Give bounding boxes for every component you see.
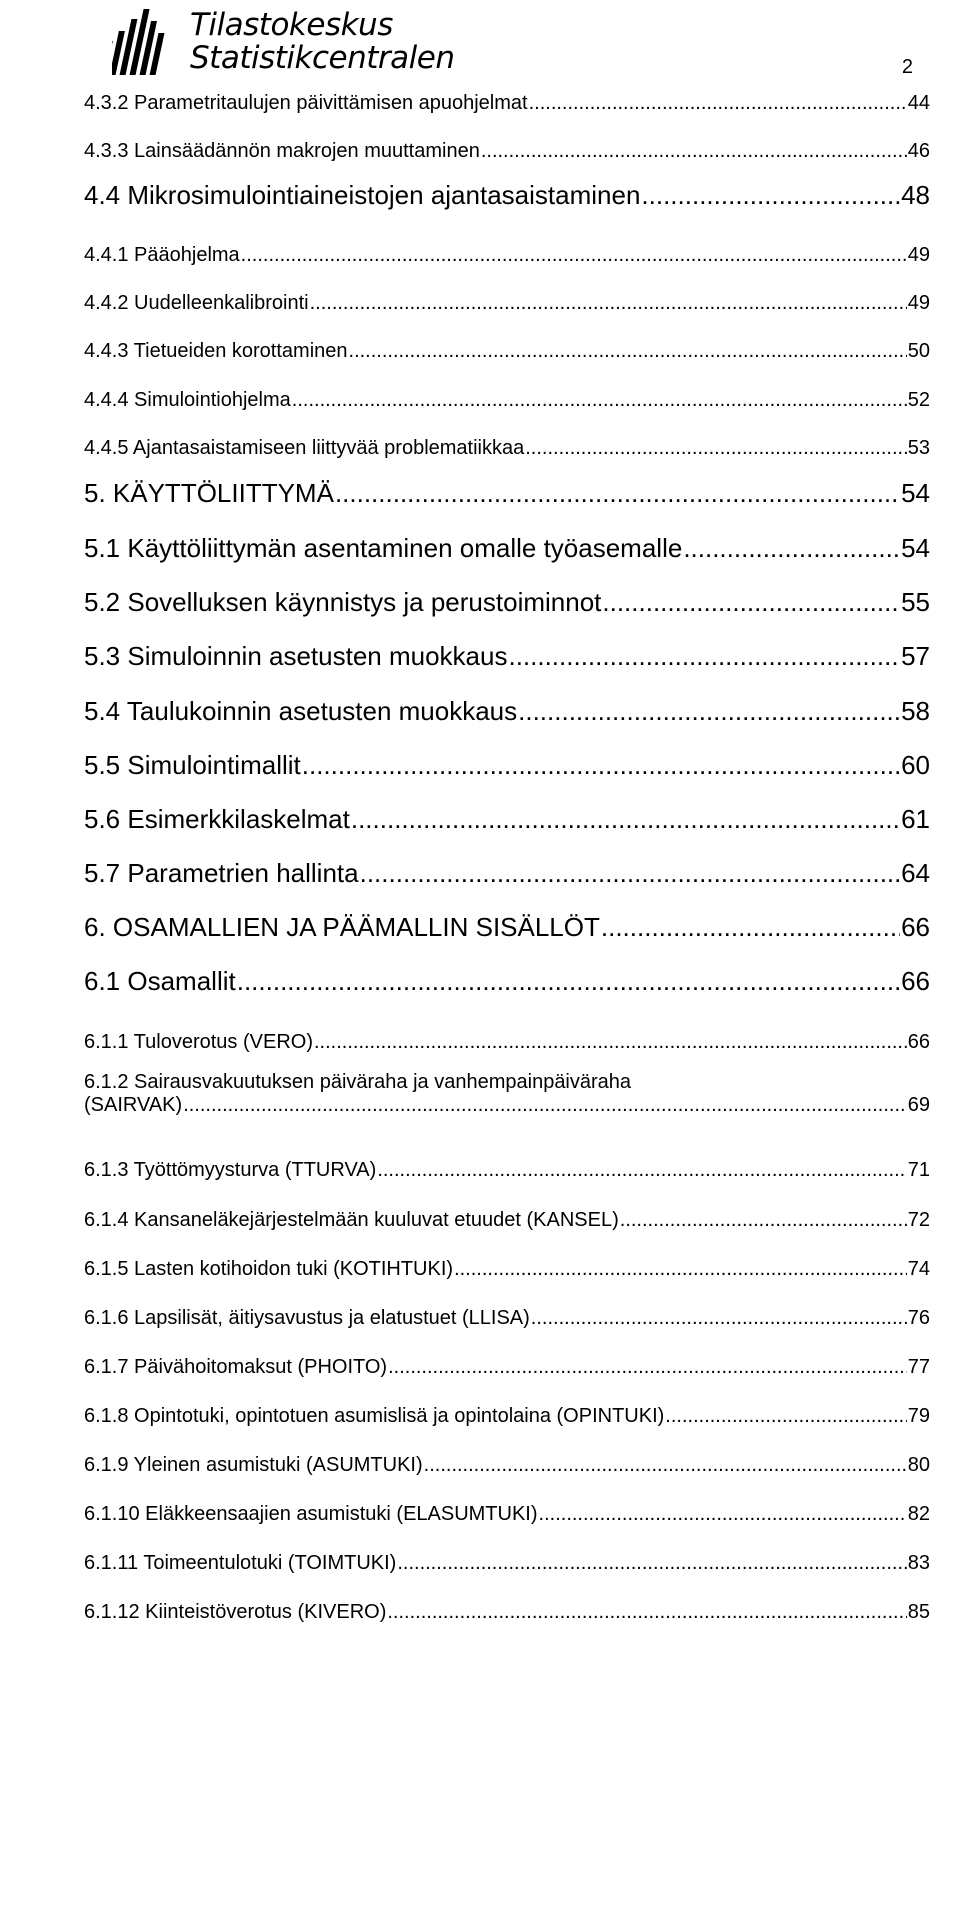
toc-entry-page: 49 <box>907 244 930 266</box>
toc-entry-title: 6.1.6 Lapsilisät, äitiysavustus ja elatustuet (LLISA) <box>84 1307 530 1329</box>
toc-entry-title: 4.4.5 Ajantasaistamiseen liittyvää problematiikkaa <box>84 437 525 459</box>
toc-entry-page: 48 <box>901 180 930 210</box>
toc-entry-title: 6.1 Osamallit <box>84 966 236 996</box>
toc-entry[interactable] <box>84 1356 930 1379</box>
toc-entry[interactable] <box>84 858 930 889</box>
toc-dot-leader <box>237 966 900 997</box>
toc-dot-leader <box>683 533 900 564</box>
toc-entry-title: 5.4 Taulukoinnin asetusten muokkaus <box>84 696 518 726</box>
toc-dot-leader <box>314 1031 907 1054</box>
toc-entry-page: 83 <box>907 1552 930 1574</box>
toc-entry-title: 5.3 Simuloinnin asetusten muokkaus <box>84 641 508 671</box>
toc-entry-page: 54 <box>901 478 930 508</box>
toc-dot-leader <box>388 1356 907 1379</box>
toc-entry[interactable] <box>84 92 930 115</box>
tilastokeskus-logo <box>112 4 472 80</box>
toc-dot-leader <box>302 750 900 781</box>
toc-entry-page: 76 <box>907 1307 930 1329</box>
toc-entry-page: 66 <box>901 966 930 996</box>
toc-entry-title: 6.1.12 Kiinteistöverotus (KIVERO) <box>84 1601 387 1623</box>
toc-entry[interactable] <box>84 1601 930 1624</box>
toc-dot-leader <box>377 1159 906 1182</box>
toc-entry-page: 55 <box>901 587 930 617</box>
toc-dot-leader <box>310 292 907 315</box>
toc-entry[interactable] <box>84 533 930 564</box>
toc-entry[interactable] <box>84 1307 930 1330</box>
toc-entry-title: 6.1.1 Tuloverotus (VERO) <box>84 1031 313 1053</box>
toc-entry-page: 61 <box>901 804 930 834</box>
toc-entry-title: 6.1.5 Lasten kotihoidon tuki (KOTIHTUKI) <box>84 1258 454 1280</box>
toc-entry[interactable] <box>84 437 930 460</box>
toc-entry-page: 58 <box>901 696 930 726</box>
toc-entry-title: 5.1 Käyttöliittymän asentaminen omalle työasemalle <box>84 533 683 563</box>
toc-entry[interactable] <box>84 1405 930 1428</box>
toc-entry[interactable] <box>84 340 930 363</box>
toc-dot-leader <box>387 1601 906 1624</box>
toc-entry-title: 6.1.9 Yleinen asumistuki (ASUMTUKI) <box>84 1454 423 1476</box>
toc-entry[interactable] <box>84 696 930 727</box>
toc-dot-leader <box>349 340 907 363</box>
toc-dot-leader <box>529 92 907 115</box>
toc-entry[interactable] <box>84 1552 930 1575</box>
toc-entry-title: 5.2 Sovelluksen käynnistys ja perustoiminnot <box>84 587 602 617</box>
toc-entry[interactable] <box>84 1258 930 1281</box>
toc-dot-leader <box>601 912 900 943</box>
toc-entry-page: 64 <box>901 858 930 888</box>
toc-entry-title-continued: (SAIRVAK) <box>84 1094 183 1116</box>
toc-dot-leader <box>518 696 900 727</box>
toc-entry-page: 71 <box>907 1159 930 1181</box>
toc-dot-leader <box>539 1503 907 1526</box>
toc-entry[interactable] <box>84 1503 930 1526</box>
toc-entry-page: 82 <box>907 1503 930 1525</box>
page-number: 2 <box>901 56 913 78</box>
toc-entry-page: 77 <box>907 1356 930 1378</box>
toc-dot-leader <box>602 587 900 618</box>
toc-entry[interactable] <box>84 966 930 997</box>
toc-entry-title: 6.1.3 Työttömyysturva (TTURVA) <box>84 1159 377 1181</box>
toc-dot-leader <box>531 1307 907 1330</box>
toc-dot-leader <box>183 1094 907 1117</box>
toc-entry-page: 66 <box>901 912 930 942</box>
toc-entry-page: 69 <box>907 1094 930 1116</box>
toc-entry[interactable] <box>84 1071 930 1117</box>
toc-entry-title: 4.4.4 Simulointiohjelma <box>84 389 291 411</box>
toc-dot-leader <box>351 804 900 835</box>
toc-entry-page: 85 <box>907 1601 930 1623</box>
toc-entry-title: 5. KÄYTTÖLIITTYMÄ <box>84 478 334 508</box>
toc-entry-title: 6.1.4 Kansaneläkejärjestelmään kuuluvat etuudet (KANSEL) <box>84 1209 619 1231</box>
toc-dot-leader <box>641 180 900 211</box>
toc-entry-page: 74 <box>907 1258 930 1280</box>
toc-entry-title: 6.1.8 Opintotuki, opintotuen asumislisä ja opintolaina (OPINTUKI) <box>84 1405 665 1427</box>
toc-entry-page: 80 <box>907 1454 930 1476</box>
toc-entry-page: 54 <box>901 533 930 563</box>
toc-entry-page: 52 <box>907 389 930 411</box>
toc-entry-page: 66 <box>907 1031 930 1053</box>
toc-dot-leader <box>454 1258 907 1281</box>
toc-entry-title: 6.1.2 Sairausvakuutuksen päiväraha ja vanhempainpäiväraha <box>84 1071 632 1093</box>
toc-dot-leader <box>292 389 907 412</box>
toc-entry[interactable] <box>84 804 930 835</box>
toc-entry-title: 6. OSAMALLIEN JA PÄÄMALLIN SISÄLLÖT <box>84 912 600 942</box>
toc-entry[interactable] <box>84 389 930 412</box>
toc-dot-leader <box>481 140 907 163</box>
toc-dot-leader <box>335 478 900 509</box>
toc-entry-title: 6.1.10 Eläkkeensaajien asumistuki (ELASUMTUKI) <box>84 1503 538 1525</box>
toc-entry-title: 6.1.7 Päivähoitomaksut (PHOITO) <box>84 1356 388 1378</box>
toc-dot-leader <box>424 1454 907 1477</box>
toc-entry-title: 4.4.2 Uudelleenkalibrointi <box>84 292 309 314</box>
toc-entry-page: 57 <box>901 641 930 671</box>
toc-dot-leader <box>508 641 900 672</box>
toc-entry[interactable] <box>84 1209 930 1232</box>
toc-entry[interactable] <box>84 750 930 781</box>
toc-entry-title: 5.6 Esimerkkilaskelmat <box>84 804 350 834</box>
toc-entry[interactable] <box>84 587 930 618</box>
toc-entry-page: 46 <box>907 140 930 162</box>
toc-dot-leader <box>397 1552 906 1575</box>
toc-entry[interactable] <box>84 1159 930 1182</box>
toc-entry[interactable] <box>84 912 930 943</box>
toc-dot-leader <box>360 858 900 889</box>
toc-entry[interactable] <box>84 1031 930 1054</box>
toc-entry[interactable] <box>84 180 930 211</box>
toc-entry-title: 4.4.1 Pääohjelma <box>84 244 240 266</box>
toc-entry[interactable] <box>84 478 930 509</box>
toc-dot-leader <box>241 244 907 267</box>
logo-text-finnish: Tilastokeskus <box>190 7 393 43</box>
logo-text-swedish: Statistikcentralen <box>190 40 455 76</box>
toc-entry-page: 44 <box>907 92 930 114</box>
toc-entry-page: 50 <box>907 340 930 362</box>
toc-entry-page: 49 <box>907 292 930 314</box>
toc-dot-leader <box>525 437 907 460</box>
toc-entry[interactable] <box>84 292 930 315</box>
toc-entry-title: 6.1.11 Toimeentulotuki (TOIMTUKI) <box>84 1552 397 1574</box>
statistics-finland-logo-icon <box>112 7 178 77</box>
page-header <box>0 0 960 100</box>
toc-entry-title: 4.4.3 Tietueiden korottaminen <box>84 340 348 362</box>
toc-entry-title: 5.5 Simulointimallit <box>84 750 301 780</box>
toc-entry-title: 4.4 Mikrosimulointiaineistojen ajantasaistaminen <box>84 180 641 210</box>
toc-entry-page: 79 <box>907 1405 930 1427</box>
toc-entry-title: 4.3.2 Parametritaulujen päivittämisen apuohjelmat <box>84 92 528 114</box>
toc-dot-leader <box>620 1209 907 1232</box>
toc-entry-title: 4.3.3 Lainsäädännön makrojen muuttaminen <box>84 140 480 162</box>
toc-entry[interactable] <box>84 244 930 267</box>
toc-dot-leader <box>665 1405 906 1428</box>
toc-entry-title: 5.7 Parametrien hallinta <box>84 858 359 888</box>
toc-entry[interactable] <box>84 1454 930 1477</box>
toc-entry[interactable] <box>84 140 930 163</box>
toc-entry-page: 60 <box>901 750 930 780</box>
toc-entry-page: 72 <box>907 1209 930 1231</box>
toc-entry[interactable] <box>84 641 930 672</box>
toc-entry-page: 53 <box>907 437 930 459</box>
